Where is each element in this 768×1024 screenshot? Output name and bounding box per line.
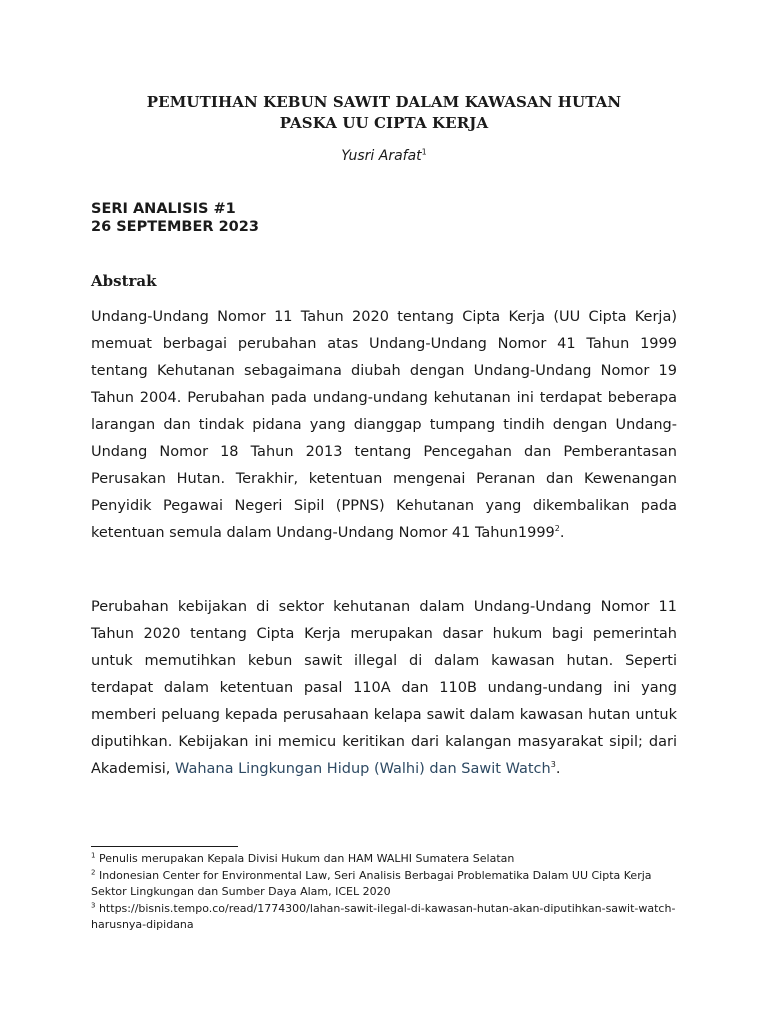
abstract-paragraph-2 bbox=[91, 594, 677, 783]
footnote-2-ref: 2 bbox=[91, 868, 96, 877]
abstract-paragraph-1 bbox=[91, 304, 677, 547]
walhi-sawit-watch-link[interactable]: Wahana Lingkungan Hidup (Walhi) dan Sawit Watch bbox=[175, 761, 551, 777]
footnote-3-ref: 3 bbox=[91, 901, 96, 910]
series-label: SERI ANALISIS #1 bbox=[91, 201, 236, 217]
paragraph-2-text: Perubahan kebijakan di sektor kehutanan dalam Undang-Undang Nomor 11 Tahun 2020 tentang Cipta Kerja merupakan dasar hukum bagi pemerintah untuk memutihkan kebun sawit illegal di dalam kawasan hutan. Seperti terdapat dalam ketentuan pasal 110A dan 110B undang-undang ini yang memberi peluang kepada perusahaan kelapa sawit dalam kawasan hutan untuk diputihkan. Kebijakan ini memicu keritikan dari kalangan masyarakat sipil; dari Akademisi, bbox=[91, 599, 677, 777]
paragraph-2-footnote-ref: 3 bbox=[550, 760, 556, 770]
author-line bbox=[91, 147, 677, 165]
footnote-3-text[interactable]: https://bisnis.tempo.co/read/1774300/lahan-sawit-ilegal-di-kawasan-hutan-akan-diputihkan-sawit-watch-harusnya-dipidana bbox=[91, 902, 676, 931]
footnote-separator bbox=[91, 846, 238, 847]
author-name: Yusri Arafat bbox=[341, 148, 422, 164]
paragraph-1-text: Undang-Undang Nomor 11 Tahun 2020 tentang Cipta Kerja (UU Cipta Kerja) memuat berbagai perubahan atas Undang-Undang Nomor 41 Tahun 1999 tentang Kehutanan sebagaimana diubah dengan Undang-Undang Nomor 19 Tahun 2004. Perubahan pada undang-undang kehutanan ini terdapat beberapa larangan dan tindak pidana yang dianggap tumpang tindih dengan Undang-Undang Nomor 18 Tahun 2013 tentang Pencegahan dan Pemberantasan Perusakan Hutan. Terakhir, ketentuan mengenai Peranan dan Kewenangan Penyidik Pegawai Negeri Sipil (PPNS) Kehutanan yang dikembalikan pada ketentuan semula dalam Undang-Undang Nomor 41 Tahun1999 bbox=[91, 309, 677, 541]
series-date: 26 SEPTEMBER 2023 bbox=[91, 219, 259, 235]
footnote-2-text: Indonesian Center for Environmental Law, Seri Analisis Berbagai Problematika Dalam UU Cipta Kerja Sektor Lingkungan dan Sumber Daya Alam, ICEL 2020 bbox=[91, 869, 652, 898]
footnote-2 bbox=[91, 868, 677, 900]
footnote-1 bbox=[91, 851, 677, 867]
title-line-2: PASKA UU CIPTA KERJA bbox=[279, 114, 489, 132]
abstract-heading: Abstrak bbox=[91, 272, 157, 290]
paragraph-1-footnote-ref: 2 bbox=[554, 524, 560, 534]
footnote-3 bbox=[91, 901, 677, 933]
title-line-1: PEMUTIHAN KEBUN SAWIT DALAM KAWASAN HUTAN bbox=[146, 93, 622, 111]
paragraph-1-end: . bbox=[559, 525, 565, 541]
paragraph-2-end: . bbox=[555, 761, 561, 777]
footnote-1-ref: 1 bbox=[91, 851, 96, 860]
footnote-1-text: Penulis merupakan Kepala Divisi Hukum dan HAM WALHI Sumatera Selatan bbox=[95, 852, 515, 865]
author-footnote-ref: 1 bbox=[421, 147, 427, 157]
series-block bbox=[91, 200, 259, 236]
footnotes bbox=[91, 851, 677, 934]
document-title bbox=[91, 92, 677, 134]
